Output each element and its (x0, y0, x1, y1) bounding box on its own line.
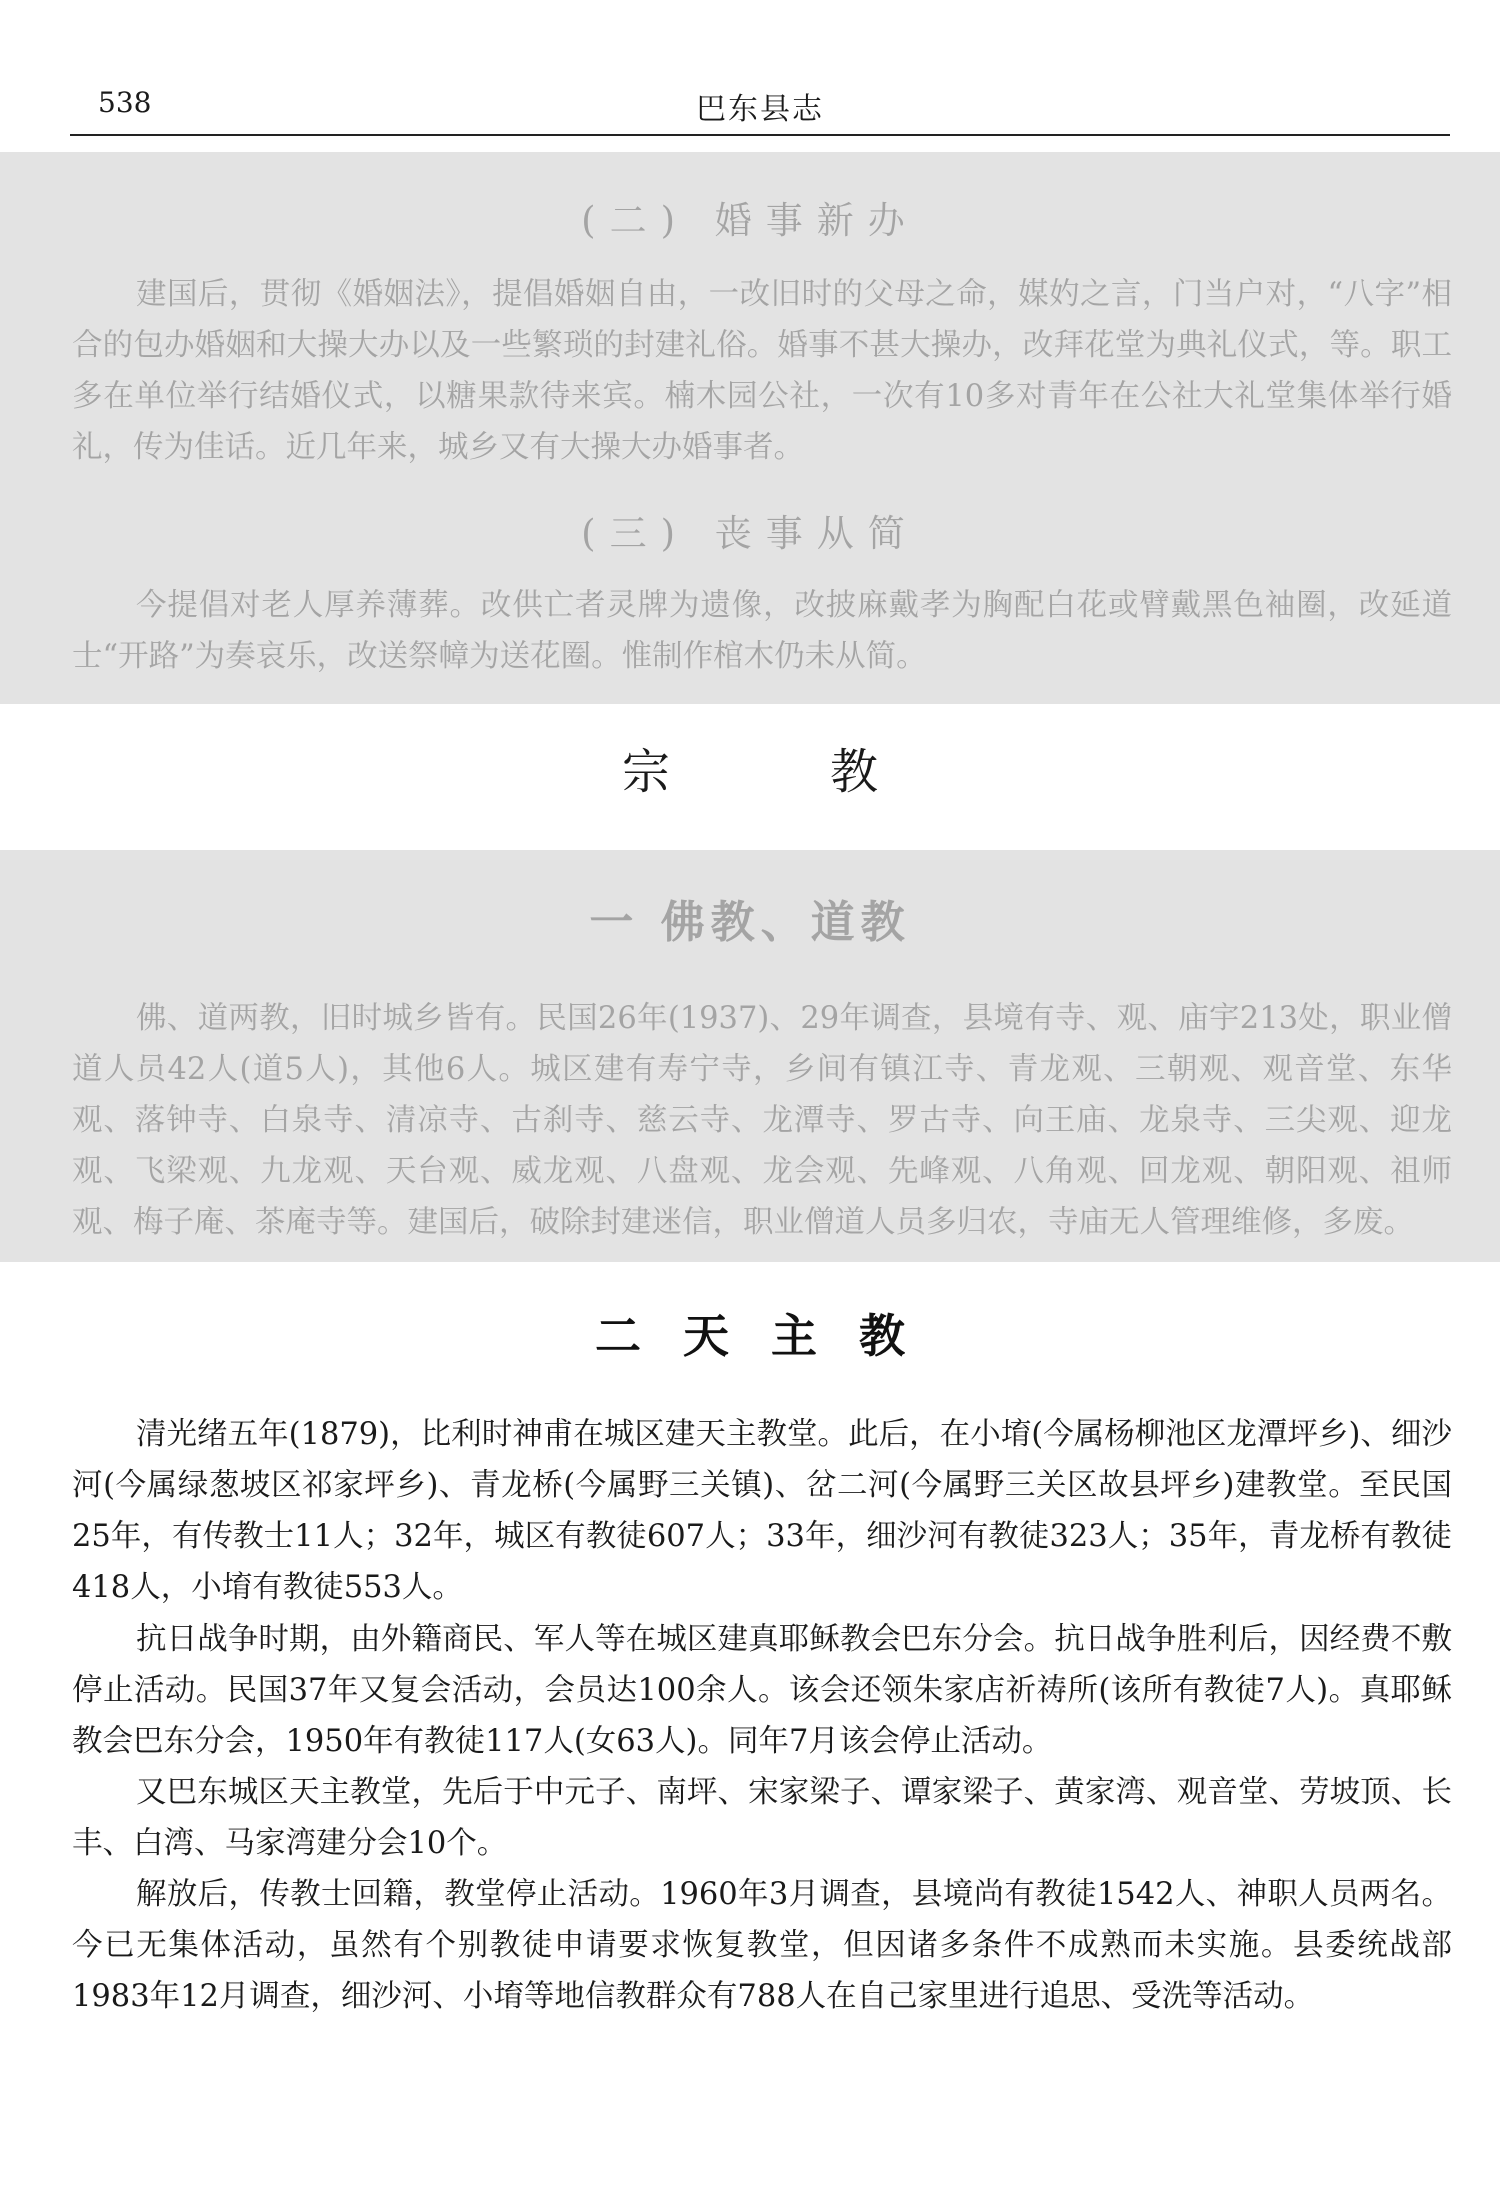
catholicism-paragraph-3: 又巴东城区天主教堂，先后于中元子、南坪、宋家梁子、谭家梁子、黄家湾、观音堂、劳坡顶、长丰、白湾、马家湾建分会10个。 (72, 1775, 1452, 1861)
buddhism-taoism-heading: 一 佛教、道教 (589, 897, 911, 948)
catholicism-heading: 二天主教 (595, 1309, 947, 1363)
buddhism-taoism-paragraph: 佛、道两教，旧时城乡皆有。民国26年(1937)、29年调查，县境有寺、观、庙宇213处，职业僧道人员42人(道5人)，其他6人。城区建有寿宁寺，乡间有镇江寺、青龙观、三朝观、观音堂、东华观、落钟寺、白泉寺、清凉寺、古刹寺、慈云寺、龙潭寺、罗古寺、向王庙、龙泉寺、三尖观、迎龙观、飞梁观、九龙观、天台观、威龙观、八盘观、龙会观、先峰观、八角观、回龙观、朝阳观、祖师观、梅子庵、茶庵寺等。建国后，破除封建迷信，职业僧道人员多归农，寺庙无人管理维修，多废。 (72, 1001, 1452, 1240)
page-header (70, 76, 1450, 136)
catholicism-paragraph-2: 抗日战争时期，由外籍商民、军人等在城区建真耶稣教会巴东分会。抗日战争胜利后，因经费不敷停止活动。民国37年又复会活动，会员达100余人。该会还领朱家店祈祷所(该所有教徒7人)。真耶稣教会巴东分会，1950年有教徒117人(女63人)。同年7月该会停止活动。 (72, 1622, 1452, 1759)
catholicism-paragraph-4: 解放后，传教士回籍，教堂停止活动。1960年3月调查，县境尚有教徒1542人、神职人员两名。今已无集体活动，虽然有个别教徒申请要求恢复教堂，但因诸多条件不成熟而未实施。县委统战部1983年12月调查，细沙河、小堉等地信教群众有788人在自己家里进行追思、受洗等活动。 (72, 1877, 1452, 2014)
marriage-heading: (二) 婚事新办 (581, 199, 919, 242)
chapter-title: 宗教 (621, 744, 1038, 800)
page-number: 538 (98, 86, 152, 119)
funeral-paragraph: 今提倡对老人厚养薄葬。改供亡者灵牌为遗像，改披麻戴孝为胸配白花或臂戴黑色袖圈，改延道士“开路”为奏哀乐，改送祭幛为送花圈。惟制作棺木仍未从简。 (72, 588, 1452, 674)
catholicism-paragraph-1: 清光绪五年(1879)，比利时神甫在城区建天主教堂。此后，在小堉(今属杨柳池区龙潭坪乡)、细沙河(今属绿葱坡区祁家坪乡)、青龙桥(今属野三关镇)、岔二河(今属野三关区故县坪乡)建教堂。至民国25年，有传教士11人；32年，城区有教徒607人；33年，细沙河有教徒323人；35年，青龙桥有教徒418人，小堉有教徒553人。 (72, 1417, 1452, 1605)
marriage-paragraph: 建国后，贯彻《婚姻法》，提倡婚姻自由，一改旧时的父母之命，媒妁之言，门当户对，“八字”相合的包办婚姻和大操大办以及一些繁琐的封建礼俗。婚事不甚大操办，改拜花堂为典礼仪式，等。职工多在单位举行结婚仪式，以糖果款待来宾。楠木园公社，一次有10多对青年在公社大礼堂集体举行婚礼，传为佳话。近几年来，城乡又有大操大办婚事者。 (72, 277, 1452, 465)
running-title: 巴东县志 (696, 92, 824, 127)
funeral-heading: (三) 丧事从简 (581, 512, 919, 555)
